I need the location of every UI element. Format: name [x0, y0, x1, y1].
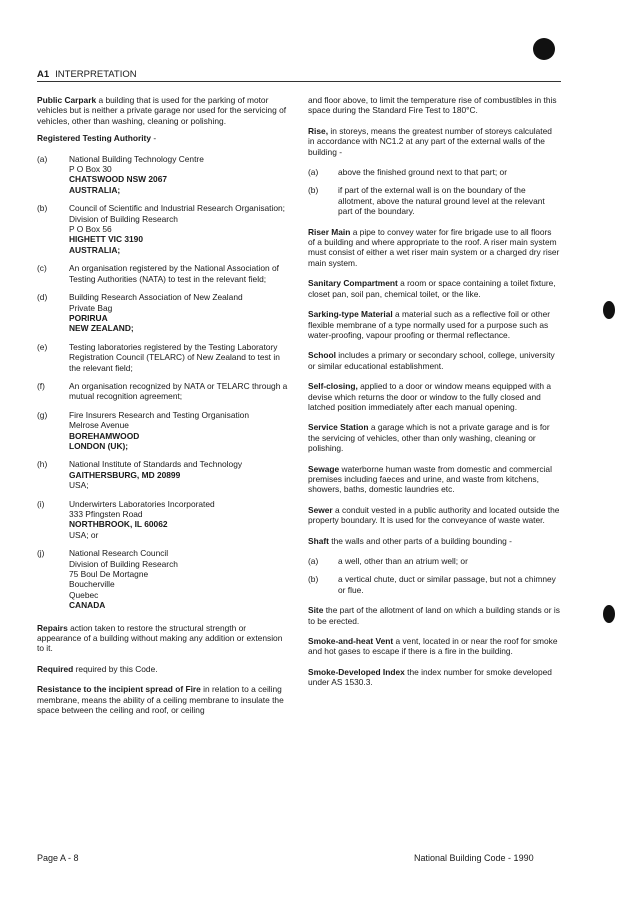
item-body — [69, 203, 289, 255]
item-body — [338, 185, 560, 216]
item-line: National Research Council — [69, 548, 169, 559]
rise-item-list — [308, 167, 560, 217]
item-line: Building Research Association of New Zealand — [69, 292, 243, 303]
definition-site: Site the part of the allotment of land on which a building stands or is to be erected. — [308, 605, 560, 626]
item-line: LONDON (UK); — [69, 440, 129, 451]
item-body — [69, 292, 289, 334]
list-item — [37, 203, 289, 255]
item-label: (b) — [308, 574, 319, 585]
item-line: National Institute of Standards and Technology — [69, 459, 243, 470]
item-body — [69, 410, 289, 452]
item-label: (a) — [308, 167, 319, 178]
item-line: PORIRUA — [69, 312, 108, 323]
item-line: a well, other than an atrium well; or — [338, 556, 468, 566]
section-header — [37, 69, 561, 82]
right-column — [308, 95, 560, 695]
definition-rise: Rise, in storeys, means the greatest number of storeys calculated in accordance with NC1.2 at any part of the external walls of the building - — [308, 125, 552, 157]
definition-public-carpark: Public Carpark a building that is used for the parking of motor vehicles but is neither a private garage nor used for the servicing of vehicles, other than washing, cleaning or polishing. — [37, 95, 287, 126]
item-line: NORTHBROOK, IL 60062 — [69, 519, 168, 530]
item-body — [338, 556, 560, 566]
item-line: CHATSWOOD NSW 2067 — [69, 174, 168, 185]
item-line: Division of Building Research — [69, 558, 178, 569]
definition-sewer: Sewer a conduit vested in a public authority and located outside the property boundary. It is used for the conveyance of waste water. — [308, 504, 560, 526]
shaft-item-list — [308, 556, 560, 595]
punch-hole-mark — [603, 605, 615, 623]
item-body — [338, 167, 560, 177]
item-line: Testing laboratories registered by the Testing Laboratory Registration Council (TELARC) of New Zealand to test in the relevant field; — [69, 341, 280, 373]
item-label: (e) — [37, 341, 48, 352]
list-item — [308, 574, 560, 595]
item-label: (f) — [37, 380, 45, 391]
item-line: 333 Pfingsten Road — [69, 509, 143, 519]
definition-shaft: Shaft the walls and other parts of a building bounding - — [308, 535, 512, 546]
item-line: CANADA — [69, 600, 106, 611]
list-item — [308, 185, 560, 216]
item-line: USA; or — [69, 529, 99, 540]
footer-title: National Building Code - 1990 — [414, 853, 534, 863]
definition-resistance: Resistance to the incipient spread of Fire in relation to a ceiling membrane, means the ability of a ceiling membrane to insulate the space between the ceiling and roof, or ceiling — [37, 684, 284, 716]
item-line: P O Box 30 — [69, 164, 112, 175]
list-item — [37, 548, 289, 610]
item-line: GAITHERSBURG, MD 20899 — [69, 469, 181, 480]
list-item — [37, 499, 289, 541]
list-item — [37, 410, 289, 452]
item-line: National Building Technology Centre — [69, 153, 204, 164]
item-line: HIGHETT VIC 3190 — [69, 234, 144, 245]
item-label: (d) — [37, 292, 48, 303]
item-line: above the finished ground next to that part; or — [338, 167, 508, 178]
punch-hole-mark — [603, 301, 615, 319]
definition-sarking: Sarking-type Material a material such as a reflective foil or other flexible membrane of a type normally used for a purpose such as water-proofing, vapour proofing or thermal reflectance. — [308, 309, 551, 340]
item-label: (b) — [308, 185, 319, 196]
item-label: (j) — [37, 548, 45, 559]
definition-riser-main: Riser Main a pipe to convey water for fire brigade use to all floors of a building and where appropriate to the roof. A riser main system must consist of either a wet riser main system or a charged dry riser main system. — [308, 226, 560, 268]
definition-repairs: Repairs action taken to restore the structural strength or appearance of a building without making any addition or extension to it. — [37, 622, 283, 654]
item-body — [69, 342, 289, 373]
list-item — [308, 556, 560, 566]
item-line: An organisation registered by the National Association of Testing Authorities (NATA) to test in the relevant field; — [69, 263, 279, 284]
section-code: A1 — [37, 69, 50, 80]
item-line: Melrose Avenue — [69, 420, 129, 431]
item-body — [69, 381, 289, 402]
item-label: (a) — [37, 153, 48, 164]
item-body — [69, 263, 289, 284]
item-line: AUSTRALIA; — [69, 244, 121, 255]
item-label: (i) — [37, 498, 45, 509]
item-label: (h) — [37, 459, 48, 470]
definition-service-station: Service Station a garage which is not a private garage and is for the servicing of vehicles, other than only washing, cleaning or polishing. — [308, 422, 550, 454]
left-column — [37, 95, 289, 723]
definition-smoke-developed-index: Smoke-Developed Index the index number for smoke developed under AS 1530.3. — [308, 666, 552, 688]
item-body — [69, 499, 289, 541]
definition-sanitary-compartment: Sanitary Compartment a room or space containing a toilet fixture, closet pan, soil pan, chemical toilet, or the like. — [308, 278, 556, 299]
item-label: (a) — [308, 556, 319, 566]
item-line: NEW ZEALAND; — [69, 323, 134, 334]
definition-registered-testing-authority: Registered Testing Authority - — [37, 133, 157, 144]
item-body — [69, 459, 289, 490]
item-line: Fire Insurers Research and Testing Organisation — [69, 409, 249, 420]
item-line: Private Bag — [69, 302, 113, 313]
item-line: AUSTRALIA; — [69, 184, 121, 195]
list-item — [308, 167, 560, 177]
definition-school: School includes a primary or secondary school, college, university or similar educational establishment. — [308, 350, 555, 371]
item-line: P O Box 56 — [69, 224, 112, 235]
item-body — [338, 574, 560, 595]
item-body — [69, 154, 289, 196]
item-label: (g) — [37, 409, 48, 420]
list-item — [37, 459, 289, 490]
footer-page-number: Page A - 8 — [37, 853, 79, 863]
item-line: BOREHAMWOOD — [69, 430, 140, 441]
item-line: USA; — [69, 480, 89, 491]
definition-required: Required required by this Code. — [37, 663, 158, 674]
item-body — [69, 548, 289, 610]
list-item — [37, 342, 289, 373]
list-item — [37, 381, 289, 402]
item-line: Boucherville — [69, 579, 115, 590]
item-line: 75 Boul De Mortagne — [69, 569, 149, 580]
item-line: Council of Scientific and Industrial Research Organisation; Division of Building Research — [69, 203, 285, 224]
list-item — [37, 263, 289, 284]
item-line: if part of the external wall is on the boundary of the allotment, above the natural ground level at the relevant part of the boundary. — [338, 185, 545, 217]
list-item — [37, 154, 289, 196]
item-label: (b) — [37, 203, 48, 214]
list-item — [37, 292, 289, 334]
definition-smoke-and-heat-vent: Smoke-and-heat Vent a vent, located in or near the roof for smoke and hot gases to escape if there is a fire in the building. — [308, 636, 558, 657]
definition-sewage: Sewage waterborne human waste from domestic and commercial premises including faeces and urine, and waste from kitchens, showers, baths, domestic laundries etc. — [308, 463, 552, 495]
punch-hole-mark — [533, 38, 555, 60]
definition-self-closing: Self-closing, applied to a door or window means equipped with a devise which returns the door or window to the fully closed and latched position immediately after each manual opening. — [308, 381, 552, 412]
section-title: INTERPRETATION — [55, 69, 137, 80]
item-line: Underwirters Laboratories Incorporated — [69, 498, 215, 509]
item-line: a vertical chute, duct or similar passage, but not a chimney or flue. — [338, 574, 556, 595]
authority-list — [37, 154, 289, 611]
item-line: An organisation recognized by NATA or TELARC through a mutual recognition agreement; — [69, 380, 288, 402]
item-label: (c) — [37, 263, 47, 274]
definition-continuation: and floor above, to limit the temperature rise of combustibles in this space during the Standard Fire Test to 180°C. — [308, 95, 557, 116]
item-line: Quebec — [69, 589, 99, 600]
